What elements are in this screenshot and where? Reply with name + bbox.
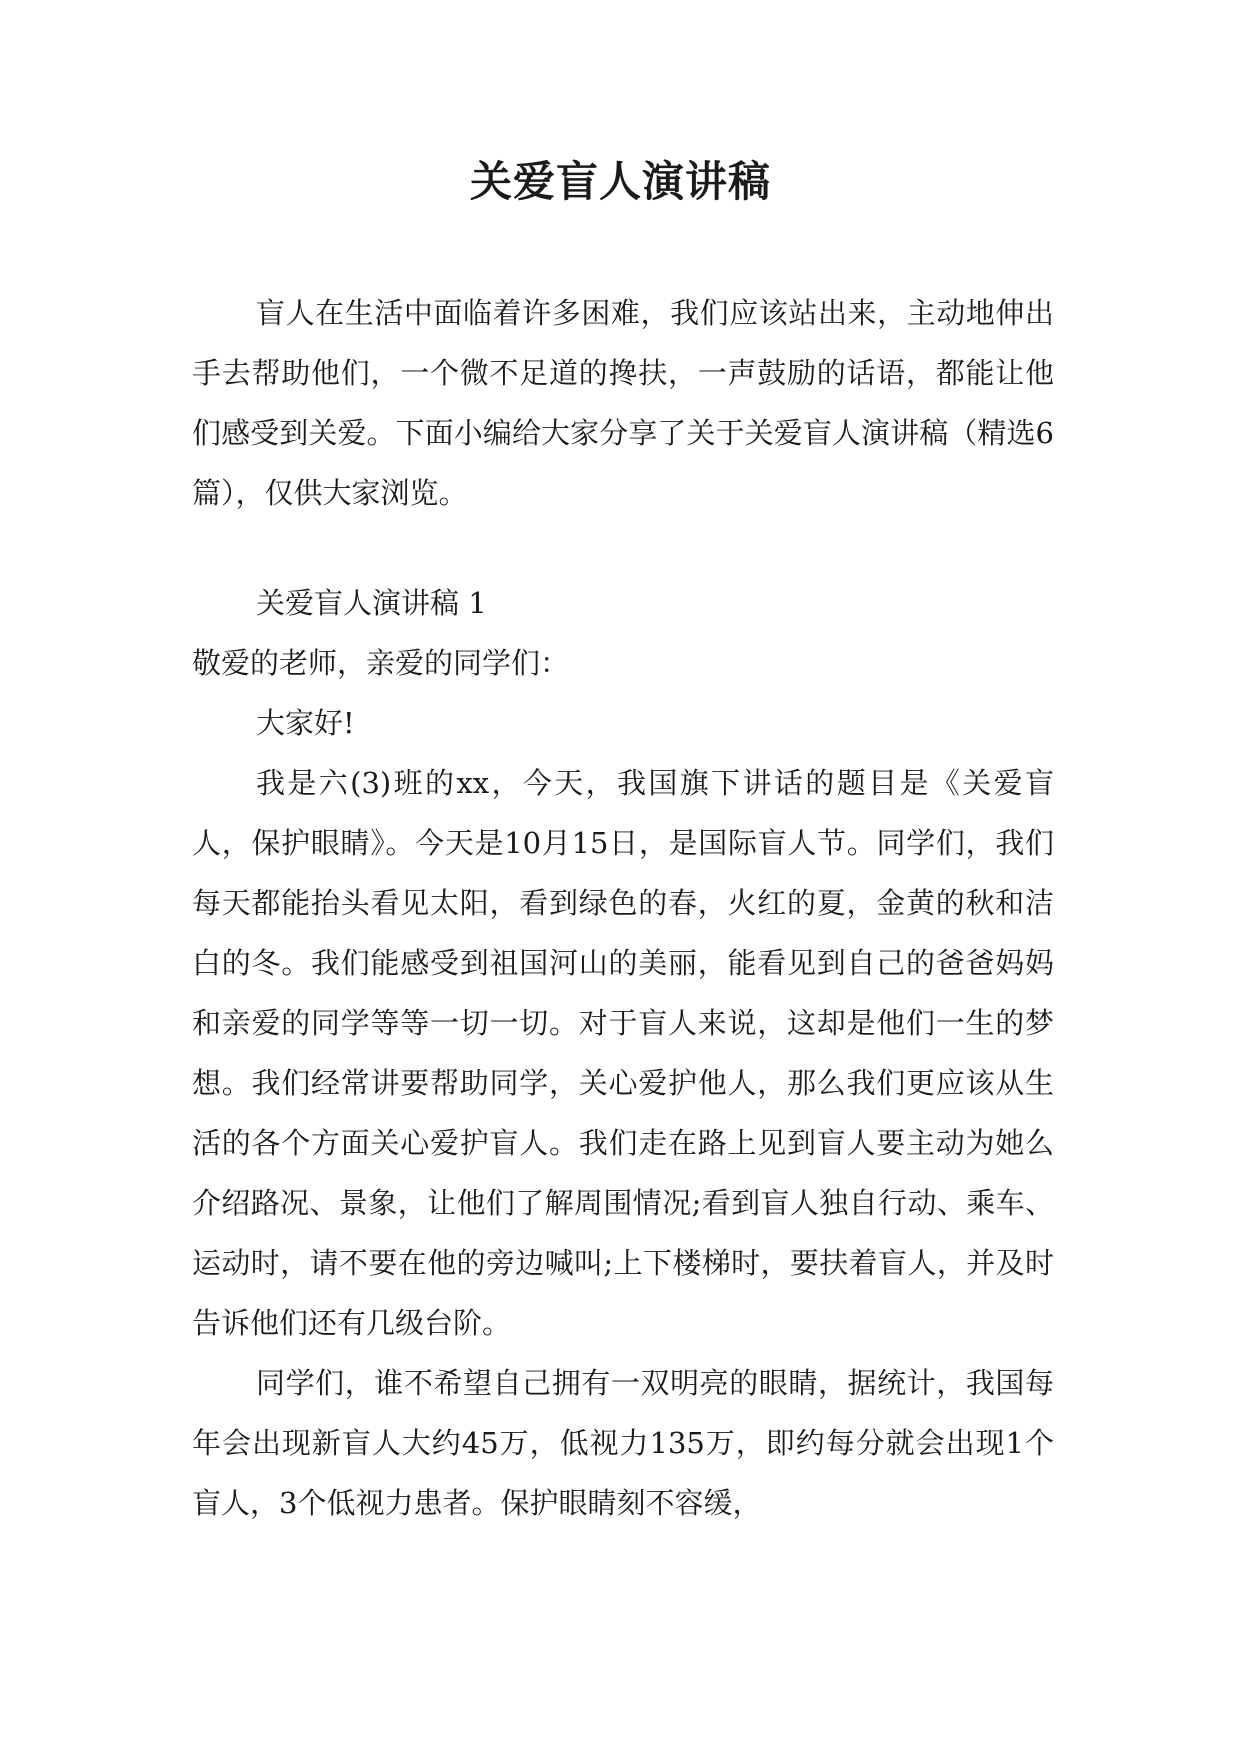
- section-heading: 关爱盲人演讲稿 1: [256, 586, 487, 620]
- intro-section: [192, 283, 1054, 523]
- body-paragraph-2: 同学们，谁不希望自己拥有一双明亮的眼睛，据统计，我国每年会出现新盲人大约45万，低视力135万，即约每分就会出现1个盲人，3个低视力患者。保护眼睛刻不容缓，: [192, 1366, 1054, 1520]
- salutation: 敬爱的老师，亲爱的同学们：: [192, 646, 570, 680]
- speech-section: [192, 573, 1054, 1533]
- intro-paragraph: 盲人在生活中面临着许多困难，我们应该站出来，主动地伸出手去帮助他们，一个微不足道的搀扶，一声鼓励的话语，都能让他们感受到关爱。下面小编给大家分享了关于关爱盲人演讲稿（精选6篇），仅供大家浏览。: [192, 296, 1054, 510]
- document-title: 关爱盲人演讲稿: [469, 157, 771, 206]
- body-paragraph-1: 我是六(3)班的xx，今天，我国旗下讲话的题目是《关爱盲人，保护眼睛》。今天是10月15日，是国际盲人节。同学们，我们每天都能抬头看见太阳，看到绿色的春，火红的夏，金黄的秋和洁白的冬。我们能感受到祖国河山的美丽，能看见到自己的爸爸妈妈和亲爱的同学等等一切一切。对于盲人来说，这却是他们一生的梦想。我们经常讲要帮助同学，关心爱护他人，那么我们更应该从生活的各个方面关心爱护盲人。我们走在路上见到盲人要主动为她么介绍路况、景象，让他们了解周围情况;看到盲人独自行动、乘车、运动时，请不要在他的旁边喊叫;上下楼梯时，要扶着盲人，并及时告诉他们还有几级台阶。: [192, 766, 1054, 1340]
- greeting: 大家好!: [256, 706, 355, 740]
